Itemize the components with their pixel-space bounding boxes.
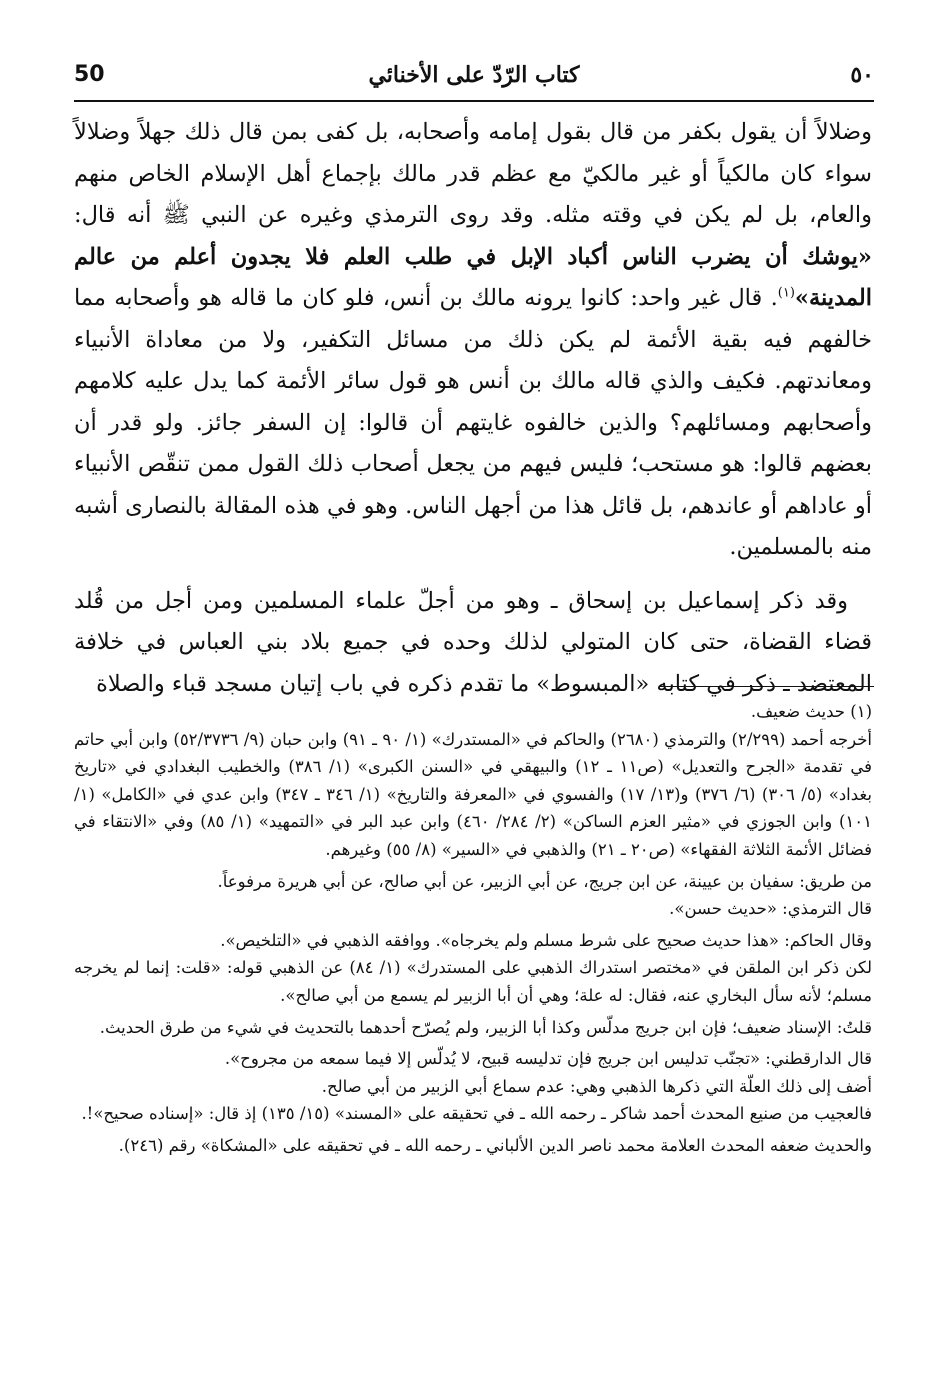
footnote-line: لكن ذكر ابن الملقن في «مختصر استدراك الذهبي على المستدرك» (١/ ٨٤) عن الذهبي قوله: «قلت: إنما لم يخرجه مسلم؛ لأنه سأل البخاري عنه، فقال: له علة؛ وهي أن أبا الزبير لم يسمع من أبي صالح». bbox=[74, 958, 872, 1005]
footnote-line: فالعجيب من صنيع المحدث أحمد شاكر ـ رحمه الله ـ في تحقيقه على «المسند» (١٥/ ١٣٥) إذ قال: «إسناده صحيح»!. bbox=[81, 1104, 872, 1124]
footnote-line: أضف إلى ذلك العلّة التي ذكرها الذهبي وهي: عدم سماع أبي الزبير من أبي صالح. bbox=[321, 1076, 872, 1096]
footnote-line: من طريق: سفيان بن عيينة، عن ابن جريج، عن أبي الزبير، عن أبي صالح، عن أبي هريرة مرفوعاً. bbox=[217, 871, 872, 891]
page-number-latin: 50 bbox=[74, 62, 105, 87]
footnote-separator bbox=[660, 686, 874, 687]
paragraph-1 bbox=[74, 112, 872, 569]
footnote-line: قال الدارقطني: «تجنّب تدليس ابن جريج فإن تدليسه قبيح، لا يُدلّس إلا فيما سمعه من مجروح». bbox=[224, 1049, 872, 1069]
running-header bbox=[74, 60, 874, 96]
main-text bbox=[74, 112, 872, 705]
footnotes bbox=[74, 698, 872, 1160]
book-title: كتاب الرّدّ على الأخنائي bbox=[368, 62, 580, 88]
page-number-arabic: ٥٠ bbox=[850, 62, 874, 88]
footnote-line: وقال الحاكم: «هذا حديث صحيح على شرط مسلم ولم يخرجاه». ووافقه الذهبي في «التلخيص». bbox=[220, 930, 872, 950]
footnote-reference: (١) bbox=[777, 285, 795, 301]
footnote-line: أخرجه أحمد (٢/٢٩٩) والترمذي (٢٦٨٠) والحاكم في «المستدرك» (١/ ٩٠ ـ ٩١) وابن حبان (٩/ ٥٢/٣٧٣٦) وابن أبي حاتم في تقدمة «الجرح والتعديل» (ص١١ ـ ١٢) والبيهقي في «السنن الكبرى» (١/ ٣٨٦) والخطيب البغدادي في «تاريخ بغداد» (٥/ ٣٠٦) (٦/ ٣٧٦) و(١٣/ ١٧) والفسوي في «المعرفة والتاريخ» (١/ ٣٤٦ ـ ٣٤٧) وابن عدي في «الكامل» (١/ ١٠١) وابن الجوزي في «مثير العزم الساكن» (٢/ ٢٨٤/ ٤٦٠) وابن عبد البر في «التمهيد» (١/ ٨٥) وفي «الانتقاء في فضائل الأئمة الثلاثة الفقهاء» (ص٢٠ ـ ٢١) والذهبي في «السير» (٨/ ٥٥) وغيرهم. bbox=[74, 729, 873, 859]
header-rule bbox=[74, 100, 874, 102]
footnote-line: قال الترمذي: «حديث حسن». bbox=[669, 899, 872, 919]
hadith-quote: «يوشك أن يضرب الناس أكباد الإبل في طلب العلم فلا يجدون أعلم من عالم المدينة» bbox=[74, 243, 872, 311]
paragraph-1-rest: . قال غير واحد: كانوا يرونه مالك بن أنس، فلو كان ما قاله هو وأصحابه مما خالفهم فيه بقية الأئمة لم يكن ذلك من مسائل التكفير، ولا من معاداة الأنبياء ومعاندتهم. فكيف والذي قاله مالك بن أنس هو قول سائر الأئمة كما يدل عليه كلامهم وأصحابهم ومسائلهم؟ والذين خالفوه غايتهم أن قالوا: إن السفر جائز. ولو قدر أن بعضهم قالوا: هو مستحب؛ فليس فيهم من يجعل أصحاب ذلك القول ممن تنقّص الأنبياء أو عاداهم أو عاندهم، بل قائل هذا من أجهل الناس. وهو في هذه المقالة بالنصارى أشبه منه بالمسلمين. bbox=[74, 285, 872, 560]
footnote-line: قلتُ: الإسناد ضعيف؛ فإن ابن جريج مدلّس وكذا أبا الزبير، ولم يُصرّح أحدهما بالتحديث في شيء من طرق الحديث. bbox=[99, 1017, 872, 1037]
paragraph-1-start: وضلالاً أن يقول بكفر من قال بقول إمامه وأصحابه، بل كفى بمن قال ذلك جهلاً وضلالاً سواء كان مالكياً أو غير مالكيّ مع عظم قدر مالك بإجماع أهل الإسلام الخاص منهم والعام، بل لم يكن في وقته مثله. وقد روى الترمذي وغيره عن النبي ﷺ أنه قال: bbox=[74, 119, 872, 228]
footnote-line: والحديث ضعفه المحدث العلامة محمد ناصر الدين الألباني ـ رحمه الله ـ في تحقيقه على «المشكاة» رقم (٢٤٦). bbox=[118, 1135, 872, 1155]
footnote-line: (١) حديث ضعيف. bbox=[750, 702, 872, 721]
paragraph-2: وقد ذكر إسماعيل بن إسحاق ـ وهو من أجلّ علماء المسلمين ومن أجل من قُلد قضاء القضاة، حتى كان المتولي لذلك وحده في جميع بلاد بني العباس في خلافة المعتضد ـ ذكر في كتابه «المبسوط» ما تقدم ذكره في باب إتيان مسجد قباء والصلاة bbox=[74, 587, 872, 697]
